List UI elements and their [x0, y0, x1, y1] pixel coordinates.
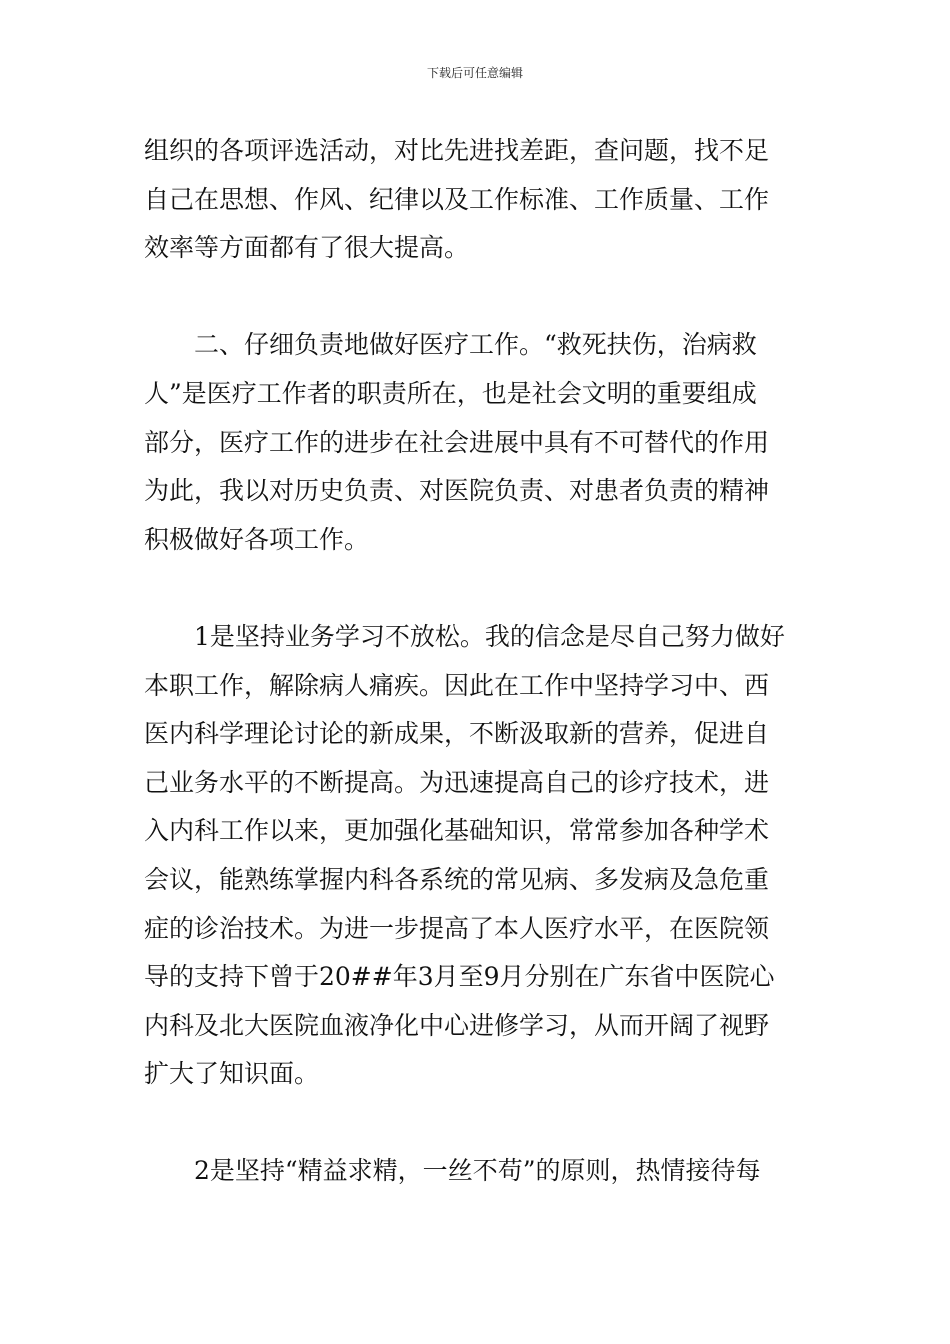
text-line: 医内科学理论讨论的新成果，不断汲取新的营养，促进自: [144, 719, 770, 749]
text-line: 本职工作，解除病人痛疾。因此在工作中坚持学习中、西: [144, 670, 770, 700]
paragraph-gap: [144, 1099, 810, 1148]
text-line: 部分，医疗工作的进步在社会进展中具有不可替代的作用: [144, 427, 770, 457]
document-body: [144, 127, 810, 1196]
text-line: 扩大了知识面。: [144, 1059, 320, 1089]
paragraph-gap: [144, 564, 810, 613]
text-line: 效率等方面都有了很大提高。: [144, 233, 470, 263]
text-line: 内科及北大医院血液净化中心进修学习，从而开阔了视野: [144, 1010, 770, 1040]
text-line: 己业务水平的不断提高。为迅速提高自己的诊疗技术，进: [144, 767, 770, 797]
text-line: 入内科工作以来，更加强化基础知识，常常参加各种学术: [144, 816, 770, 846]
text-line: 自己在思想、作风、纪律以及工作标准、工作质量、工作: [144, 184, 770, 214]
text-line: 2是坚持“精益求精，一丝不苟”的原则，热情接待每: [144, 1156, 761, 1186]
text-line: 会议，能熟练掌握内科各系统的常见病、多发病及急危重: [144, 864, 770, 894]
text-line: 为此，我以对历史负责、对医院负责、对患者负责的精神: [144, 476, 770, 506]
text-line: 人”是医疗工作者的职责所在，也是社会文明的重要组成: [144, 378, 757, 408]
text-line: 导的支持下曾于20##年3月至9月分别在广东省中医院心: [144, 962, 775, 992]
paragraph-gap: [144, 273, 810, 322]
page-header: 下载后可任意编辑: [426, 66, 523, 80]
text-line: 积极做好各项工作。: [144, 524, 370, 554]
text-line: 1是坚持业务学习不放松。我的信念是尽自己努力做好: [144, 621, 785, 651]
text-line: 组织的各项评选活动，对比先进找差距，查问题，找不足: [144, 136, 770, 165]
text-line: 症的诊治技术。为进一步提高了本人医疗水平，在医院领: [144, 913, 770, 943]
text-line: 二、仔细负责地做好医疗工作。“救死扶伤，治病救: [144, 330, 757, 360]
